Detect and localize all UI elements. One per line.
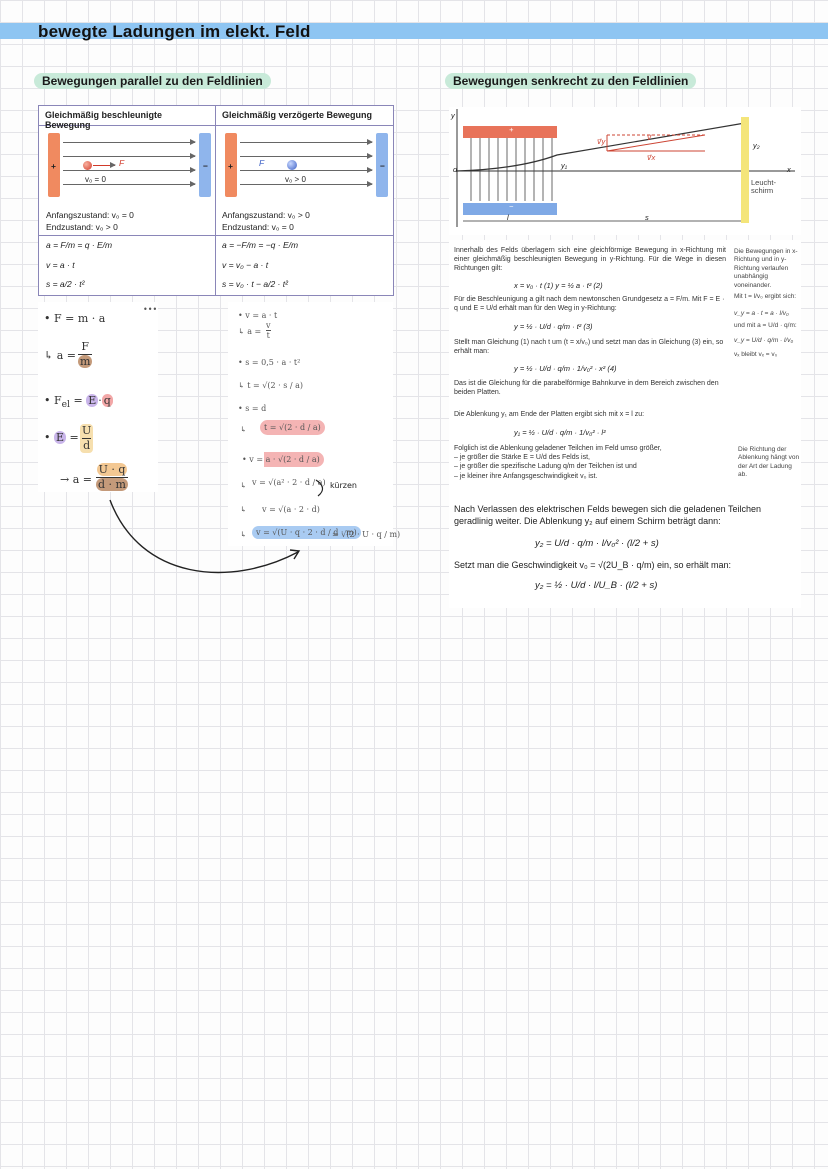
side-note-1: Die Bewegungen in x-Richtung und in y-Richtung verlaufen unabhängig voneinander. [734,248,798,289]
minus-sign: − [203,161,208,171]
note-s: • s = 0,5 · a · t² [238,358,301,367]
equation-3: y = ½ · U/d · q/m · 1/v₀² · x² (4) [514,364,617,373]
side-note-5: v_y = U/d · q/m · l/v₀ [734,337,794,344]
page-title: bewegte Ladungen im elekt. Feld [38,22,311,41]
side-note-2: Mit t = l/v₀ ergibt sich: [734,293,797,300]
col2-title: Gleichmäßig verzögerte Bewegung [216,106,393,126]
col2-start-state: Anfangszustand: v₀ > 0 [222,210,310,220]
paragraph-2: Für die Beschleunigung a gilt nach dem newtonschen Grundgesetz a = F/m. Mit F = E · q und E = U/d erhält man für den Weg in y-Richtung: [454,296,725,313]
force-label: F [259,158,265,168]
plus-sign: + [51,161,56,171]
fraction-u-d [80,424,93,453]
side-note-4: und mit a = U/d · q/m: [734,322,797,329]
screen [741,117,749,223]
brace [316,480,323,496]
side-note-7: Die Richtung der Ablenkung hängt von der Art der Ladung ab. [738,446,800,479]
note-text: ↳ a = [238,327,262,336]
fraction-f-m [78,340,92,369]
y-axis-label: y [451,111,455,120]
note-a-result: → a = [60,473,92,486]
v-label: v⃗ [647,133,652,142]
note-v-result: = √(2 · U · q / m) [332,530,401,539]
paragraph-7: Nach Verlassen des elektrischen Felds bewegen sich die geladenen Teilchen geradlinig weiter. Die Ablenkung y₂ auf einem Schirm beträgt dann: [454,504,762,526]
note-s-d: • s = d [238,404,267,413]
note-text: v = a · √(2 · d / a) [249,455,320,464]
note-text: F [54,394,62,407]
highlight-e: E [56,431,65,444]
field-line [63,156,195,157]
vy-label: v⃗y [597,137,606,146]
y2-label: y₂ [753,141,760,150]
note-field-force: • $F_{el} = E \cdot q$ [44,394,111,411]
arrow-path [110,500,298,572]
charged-particle [287,160,297,170]
numerator: U · q [98,463,126,476]
note-v-simplified: v = √(a · 2 · d) [262,505,320,514]
field-line [240,184,372,185]
table-divider [215,106,216,295]
fraction-v-t [266,321,271,340]
note-text: s = d [245,404,267,413]
field-line [240,156,372,157]
denominator: t [266,331,270,340]
screen-label: Leucht- schirm [751,178,777,196]
d-label: d [453,165,458,174]
note-text: F = m · a [54,312,106,325]
col1-formula-v: v = a · t [46,260,75,270]
note-arrow: ↳ [240,530,247,539]
note-v-at: • v = a · t [238,311,278,320]
l-label: l [507,213,509,222]
field-line [63,170,195,171]
note-e-field: • E = [44,431,79,444]
plus-label: + [509,125,514,134]
motion-table [38,105,394,296]
y1-label: y₁ [561,161,568,170]
equation-5: y₂ = U/d · q/m · l/v₀² · (l/2 + s) [535,538,659,549]
equation-2: y = ½ · U/d · q/m · t² (3) [514,322,593,331]
note-arrow: ↳ [240,425,247,434]
col1-formula-a: a = F/m = q · E/m [46,240,113,250]
paragraph-6: Folglich ist die Ablenkung geladener Teilchen im Feld umso größer, – je größer die Stärke E = U/d des Felds ist, – je größer die spezifische Ladung q/m der Teilchen ist und – je kleiner ihre Anfangsgeschwindigkeit v₀ ist. [454,445,662,480]
note-v-sub: • v = a · √(2 · d / a) [238,452,324,467]
paragraph-4: Das ist die Gleichung für die parabelförmige Bahnkurve in dem Bereich zwischen den beiden Platten. [454,380,719,397]
highlight-q: q [103,394,111,407]
field-line [240,142,372,143]
numerator: F [81,340,90,353]
equation-4: y₁ = ½ · U/d · q/m · 1/v₀² · l² [514,428,606,437]
col2-formula-v: v = v₀ − a · t [222,260,269,270]
field-line [240,170,372,171]
note-text: = [69,431,79,444]
equation-6: y₂ = ½ · U/d · l/U_B · (l/2 + s) [535,580,658,591]
field-line [63,142,195,143]
equation-1: x = v₀ · t (1) y = ½ a · t² (2) [514,281,603,290]
note-text: ↳ a = [44,349,76,362]
col1-end-state: Endzustand: v₀ > 0 [46,222,118,232]
charged-particle [83,161,92,170]
note-text: v = a · t [245,311,278,320]
note-t: ↳ t = √(2 · s / a) [238,381,303,390]
diagram-svg [449,107,801,235]
s-label: s [645,213,649,222]
col1-velocity: v₀ = 0 [85,175,106,184]
col1-title: Gleichmäßig beschleunigte Bewegung [39,106,215,126]
numerator: v [266,321,271,330]
denominator: d [83,439,91,452]
note-arrow: ↳ [240,505,247,514]
minus-sign: − [380,161,385,171]
highlight-e: E [88,394,97,407]
x-axis-label: x [787,165,791,174]
note-text: = [73,394,83,407]
paragraph-8: Setzt man die Geschwindigkeit v₀ = √(2U_B · q/m) ein, so erhält man: [454,560,732,570]
note-text: · [98,394,102,407]
note-arrow: ↳ [240,481,247,490]
denominator: m [80,355,91,368]
vx-label: v⃗x [647,153,656,162]
note-text: s = 0,5 · a · t² [245,358,301,367]
side-note-3: v_y = a · t = a · l/v₀ [734,310,789,317]
col1-formula-s: s = a/2 · t² [46,279,85,289]
right-section-heading: Bewegungen senkrecht zu den Feldlinien [445,73,696,89]
minus-label: − [509,202,514,211]
paragraph-5: Die Ablenkung y₁ am Ende der Platten ergibt sich mit x = l zu: [454,411,645,418]
note-v-final: v = √(U · q · 2 · d / d · m) [252,526,361,539]
note-kuerzen: kürzen [330,481,357,490]
left-section-heading: Bewegungen parallel zu den Feldlinien [34,73,271,89]
field-line [63,184,195,185]
paragraph-3: Stellt man Gleichung (1) nach t um (t = x/v₀) und setzt man das in Gleichung (3) ein, so erhält man: [454,339,724,356]
note-a-from-f [44,349,76,362]
col2-velocity: v₀ > 0 [285,175,306,184]
col2-formula-a: a = −F/m = −q · E/m [222,240,299,250]
plus-sign: + [228,161,233,171]
table-row-line [39,235,393,236]
col2-end-state: Endzustand: v₀ = 0 [222,222,294,232]
note-newton: • F = m · a [44,312,106,325]
subscript: el [61,399,70,411]
denominator: d · m [98,478,126,491]
note-v-sq: v = √(a² · 2 · d / a) [252,478,326,487]
force-label: F [119,158,125,168]
side-note-6: vₓ bleibt vₓ = v₀ [734,351,778,358]
note-a-vt [238,327,261,336]
connector-arrow [100,470,400,590]
note-t-d: t = √(2 · d / a) [260,420,325,435]
v-vector [607,135,705,151]
paragraph-1: Innerhalb des Felds überlagern sich eine gleichförmige Bewegung in x-Richtung mit einer gleichmäßig beschleunigten Bewegung in y-Richtung. Für die Wege in diesen Richtungen gilt: [454,247,726,273]
deflection-diagram [449,107,801,235]
col2-formula-s: s = v₀ · t − a/2 · t² [222,279,288,289]
more-dots: ••• [143,305,158,314]
numerator: U [82,424,92,437]
force-arrow [93,165,115,166]
col1-start-state: Anfangszustand: v₀ = 0 [46,210,134,220]
